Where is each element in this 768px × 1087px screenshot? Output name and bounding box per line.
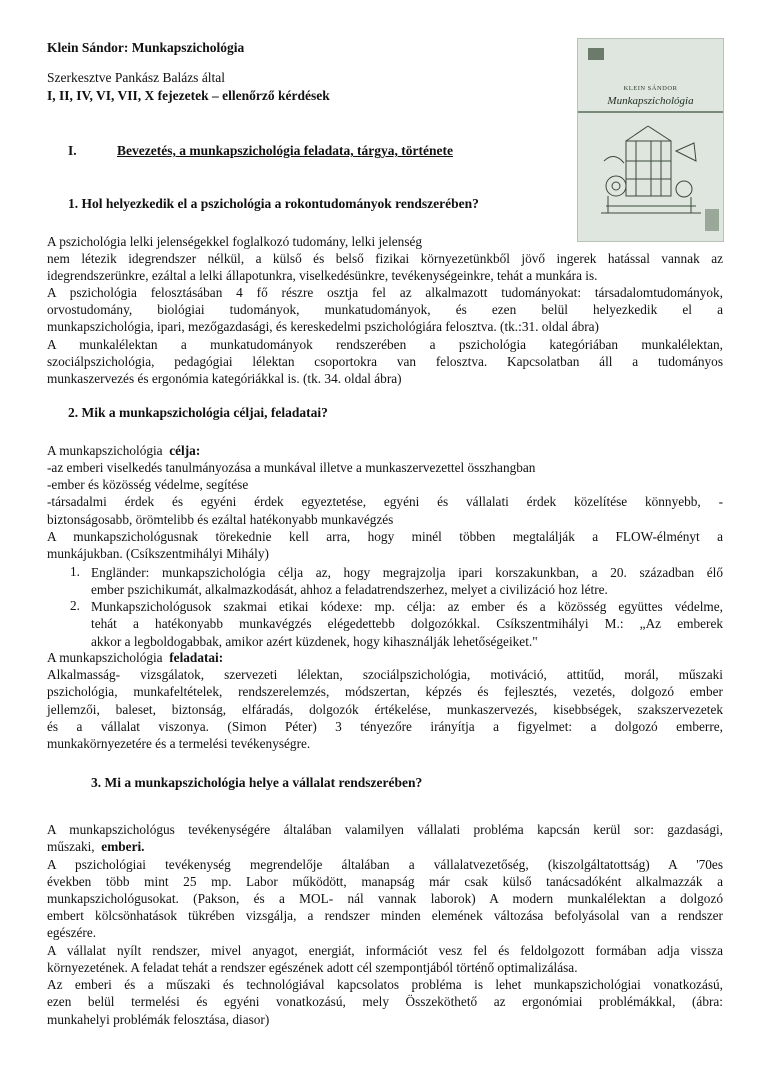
list-item-line: Engländer: munkapszichológia célja az, hogy megrajzolja ipari korszakunkban, a 20. században élő [91,565,723,580]
paragraph-line: és a vállalat viszonya. (Simon Péter) 3 tényezőre irányítja a figyelmet: a dolgozó emberre, [47,719,723,734]
tasks-intro: A munkapszichológia [47,650,163,665]
paragraph-line: A pszichológia felosztásában 4 fő részre osztja fel az alkalmazott tudományokat: társadalomtudományok, [47,285,723,300]
paragraph-line: környezetének. A feladat tehát a rendszer egészének adott cél szempontjából történő optimalizálása. [47,960,578,975]
paragraph-line [47,839,145,855]
goal-heading [47,443,200,459]
paragraph-line: -az emberi viselkedés tanulmányozása a munkával illetve a munkaszervezettel összhangban [47,460,536,475]
list-item-line: tehát a hatékonyabb munkavégzés elégedettebb dolgozókkal. Csíkszentmihályi M.: „Az emberek [91,616,723,631]
paragraph-line: pszichológia, munkafeltételek, rendszerelemzés, módszertan, képzés és fejlesztés, vezetés, dolgozó ember [47,684,723,699]
chapters-line: I, II, IV, VI, VII, X fejezetek – ellenőrző kérdések [47,88,330,103]
question-2-title: 2. Mik a munkapszichológia céljai, feladatai? [68,405,328,420]
paragraph-line: ezen belül termelési és egyéni vonatkozású, mely Összeköthető az ergonómiai problémákkal, (ábra: [47,994,723,1009]
paragraph-line: munkaszervezés és ergonómia kategóriákkal is. (tk. 34. oldal ábra) [47,371,402,386]
paragraph-line: munkakörnyezetére és a termelési tevékenységre. [47,736,311,751]
cover-title: Munkapszichológia [607,95,694,107]
paragraph-line: munkahelyi problémák felosztása, diasor) [47,1012,270,1027]
paragraph-line: nem létezik idegrendszer nélkül, a külső és belső fizikai környezetünkből jövő ingerek hatással vannak az [47,251,723,266]
paragraph-line: években több mint 25 mp. Labor működött, manapság már csak külső tanácsadóként alkalmazzák a [47,874,723,889]
list-number: 1. [70,564,80,579]
section-number: I. [68,143,77,158]
paragraph-line: embert kölcsönhatások tükrében vizsgálja, a rendszer minden elemének változása befolyásolal van a rendszer [47,908,723,923]
paragraph-line: Az emberi és a műszaki és technológiával kapcsolatos probléma is lehet munkapszichológiai vonatkozású, [47,977,723,992]
question-3-title: 3. Mi a munkapszichológia helye a vállalat rendszerében? [91,775,423,790]
list-item-line: ember pszichikumát, alkalmazkodását, ahhoz a feladatrendszerhez, melyet a civilizáció hoz létre. [91,582,608,597]
cover-band [578,111,723,113]
paragraph-line: idegrendszerünkre, ezáltal a lelki állapotunkra, viselkedésünkre, tevékenységeinkre, tehát a munkára is. [47,268,598,283]
paragraph-line: -társadalmi érdek és egyéni érdek egyeztetése, egyéni és vállalati érdek közelítése könnyebb, - [47,494,723,509]
paragraph-line: Alkalmasság- vizsgálatok, szervezeti lélektan, szociálpszichológia, motiváció, attitűd, morál, műszaki [47,667,723,682]
cover-author: KLEIN SÁNDOR [623,85,678,92]
paragraph-line: A munkapszichológusnak törekednie kell arra, hogy minél többen megtalálják a FLOW-élményt a [47,529,723,544]
paragraph-line: munkapszichológusokat. (Pakson, és a MOL- nál vannak laborok) A modern munkalélektan a dolgozó [47,891,723,906]
goal-label: célja: [169,443,201,458]
paragraph-line: A munkalélektan a munkatudományok rendszerében a pszichológia kategóriában munkalélektan, [47,337,723,352]
paragraph-line: szociálpszichológia, pedagógiai lélektan csoportokra van felosztva. Kapcsolatban áll a tudományos [47,354,723,369]
paragraph-line: -ember és közösség védelme, segítése [47,477,249,492]
list-item-line: akkor a legboldogabbak, amikor azért küzdenek, hogy kihasználják lehetőségeiket." [91,634,538,649]
question-1-title: 1. Hol helyezkedik el a pszichológia a rokontudományok rendszerében? [68,196,479,211]
paragraph-line: munkájukban. (Csíkszentmihályi Mihály) [47,546,269,561]
paragraph-line: A pszichológia lelki jelenségekkel foglalkozó tudomány, lelki jelenség [47,234,423,249]
book-cover-image [577,38,724,242]
tasks-label: feladatai: [169,650,224,665]
paragraph-line: orvostudomány, biológiai tudományok, munkatudományok, és ezen belül helyezkedik el a [47,302,723,317]
goal-intro: A munkapszichológia [47,443,163,458]
paragraph-line: biztonságosabb, örömtelibb és ezáltal hatékonyabb munkavégzés [47,512,394,527]
paragraph-line: A munkapszichológus tevékenységére általában valamilyen vállalati probléma kapcsán kerül sor: gazdasági, [47,822,723,837]
publisher-logo [588,48,604,60]
cover-tag [705,209,719,231]
list-number: 2. [70,598,80,613]
paragraph-line: egészére. [47,925,97,940]
document-title: Klein Sándor: Munkapszichológia [47,40,245,55]
section-title: Bevezetés, a munkapszichológia feladata, tárgya, története [117,143,453,158]
editor-line: Szerkesztve Pankász Balázs által [47,70,226,85]
text-bold: emberi. [101,839,145,854]
paragraph-line: munkapszichológia, ipari, mezőgazdasági, és kereskedelmi pszichológiára felosztva. (tk.:31. oldal ábra) [47,319,599,334]
tasks-heading [47,650,223,666]
machine-illustration [596,121,706,221]
paragraph-line: A vállalat nyílt rendszer, mivel anyagot, energiát, információt vesz fel és feldolgozott formában adja vissza [47,943,723,958]
list-item-line: Munkapszichológusok szakmai etikai kódexe: mp. célja: az ember és a közösség együttes védelme, [91,599,723,614]
paragraph-line: jellemzői, baleset, biztonság, elfáradás, dolgozók értékelése, munkaszervezés, kisebbségek, szakszervezetek [47,702,723,717]
paragraph-line: A pszichológiai tevékenység megrendelője általában a vállalatvezetőség, (kiszolgáltatottság) A '70es [47,857,723,872]
text-plain: műszaki, [47,839,95,854]
